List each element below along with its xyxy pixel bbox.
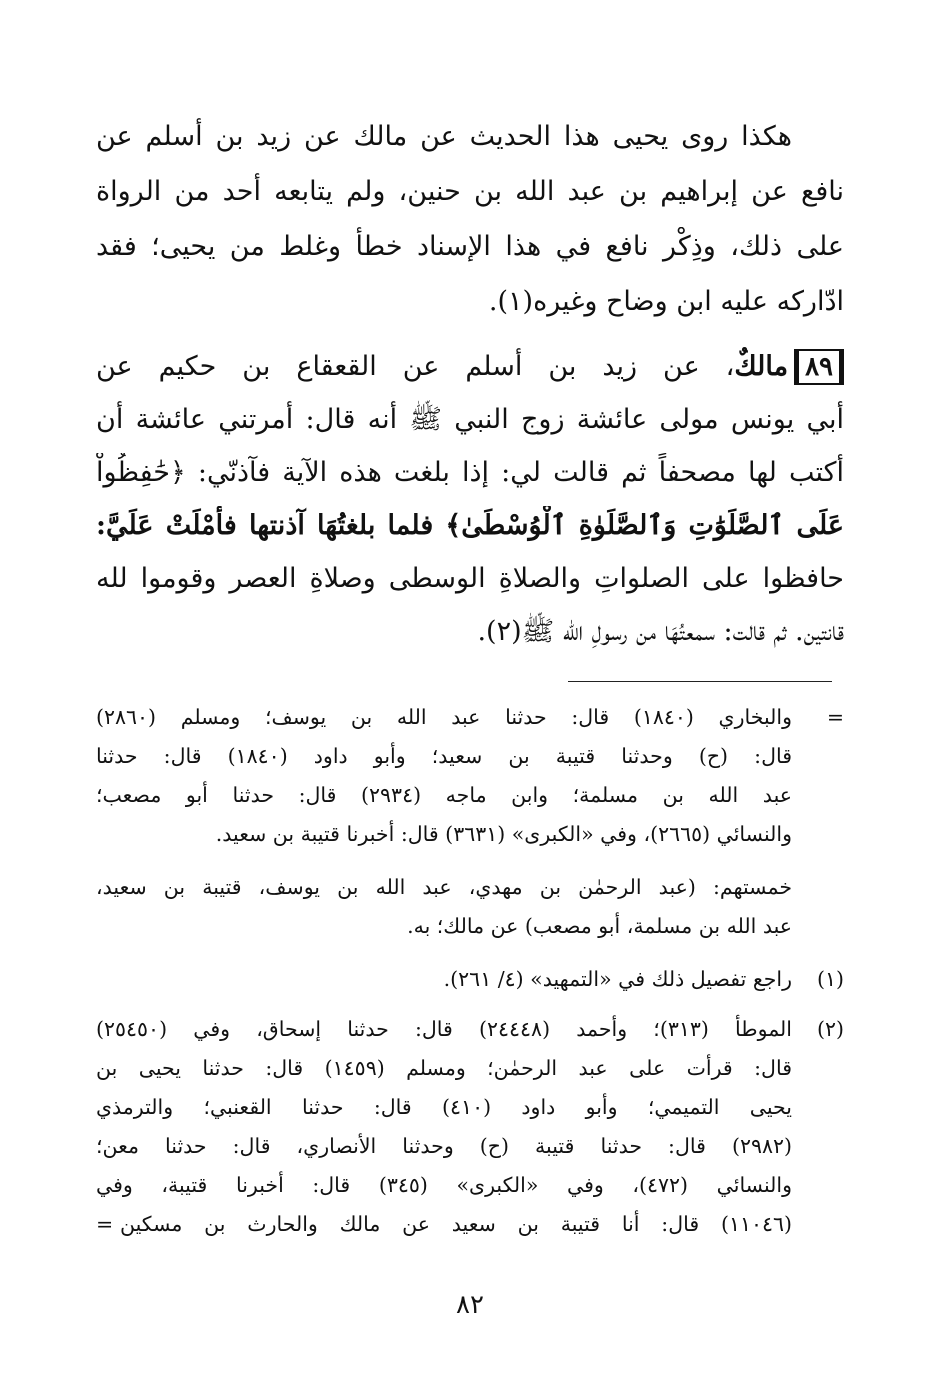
footnote-summary-line-1: خمستهم: (عبد الرحمٰن بن مهدي، عبد الله بن يوسف، قتيبة بن سعيد، [96,875,792,899]
footnote-cont-line-2: قال: (ح) وحدثنا قتيبة بن سعيد؛ وأبو داود (١٨٤٠) قال: حدثنا [96,744,792,768]
footnote-1-text: راجع تفصيل ذلك في «التمهيد» (٤/ ٢٦١). [443,967,792,991]
paragraph1-line-4: ادّاركه عليه ابن وضاح وغيره(١). [488,286,844,317]
footnote-2-marker: (٢) [816,1017,844,1041]
hadith-line-1-rest: ، عن زيد بن أسلم عن القعقاع بن حكيم عن [96,351,735,382]
footnote-cont-line-4: والنسائي (٢٦٦٥)، وفي «الكبرى» (٣٦٣١) قال: أخبرنا قتيبة بن سعيد. [215,822,792,846]
footnote-2-line-2: قال: قرأت على عبد الرحمٰن؛ ومسلم (١٤٥٩) قال: حدثنا يحيى بن [96,1056,792,1080]
footnote-2-continues-marker: = [96,1212,114,1236]
hadith-narrator: مالكٌ [734,351,789,382]
page-number: ٨٢ [456,1290,484,1320]
hadith-number-badge: ٨٩ [794,349,844,385]
paragraph1-line-3: على ذلك، وذِكْر نافع في هذا الإسناد خطأ وغلط من يحيى؛ فقد [96,231,844,262]
hadith-line-6: قانتين. ثم قالت: سمعتُهَا من رسولِ الله ﷺ(٢). [477,616,844,647]
footnote-summary-line-2: عبد الله بن مسلمة، أبو مصعب) عن مالك؛ به. [407,914,792,938]
hadith-line-2: أبي يونس مولى عائشة زوج النبي ﷺ أنه قال: أمرتني عائشة أن [96,404,844,435]
footnote-2-line-4: (٢٩٨٢) قال: حدثنا قتيبة (ح) وحدثنا الأنصاري، قال: حدثنا معن؛ [96,1134,792,1158]
footnote-1-marker: (١) [816,967,844,991]
footnote-continuation-marker: = [826,705,844,729]
footnote-cont-line-1: والبخاري (١٨٤٠) قال: حدثنا عبد الله بن يوسف؛ ومسلم (٢٨٦٠) [96,705,792,729]
footnote-separator [568,681,832,682]
hadith-line-1 [96,347,844,391]
footnote-2-line-6: (١١٠٤٦) قال: أنا قتيبة بن سعيد عن مالك والحارث بن مسكين [120,1212,792,1236]
paragraph1-line-1: هكذا روى يحيى هذا الحديث عن مالك عن زيد بن أسلم عن [96,121,792,152]
footnote-2-line-3: يحيى التميمي؛ وأبو داود (٤١٠) قال: حدثنا القعنبي؛ والترمذي [96,1095,792,1119]
footnote-cont-line-3: عبد الله بن مسلمة؛ وابن ماجه (٢٩٣٤) قال: حدثنا أبو مصعب؛ [96,783,792,807]
hadith-line-4: عَلَى ٱلصَّلَوَٰتِ وَٱلصَّلَوٰةِ ٱلْوُسْطَىٰ﴾ فلما بلغتُهَا آذنتها فأمْلَتْ عَلَيَّ: [96,510,844,541]
hadith-line-3: أكتب لها مصحفاً ثم قالت لي: إذا بلغت هذه الآية فآذنّي: ﴿حَٰفِظُواْ [96,457,844,488]
footnote-2-line-5: والنسائي (٤٧٢)، وفي «الكبرى» (٣٤٥) قال: أخبرنا قتيبة، وفي [96,1173,792,1197]
paragraph1-line-2: نافع عن إبراهيم بن عبد الله بن حنين، ولم يتابعه أحد من الرواة [96,176,844,207]
hadith-line-5: حافظوا على الصلواتِ والصلاةِ الوسطى وصلاةِ العصر وقوموا لله [96,563,844,594]
footnote-2-line-1: الموطأ (٣١٣)؛ وأحمد (٢٤٤٤٨) قال: حدثنا إسحاق، وفي (٢٥٤٥٠) [96,1017,792,1041]
